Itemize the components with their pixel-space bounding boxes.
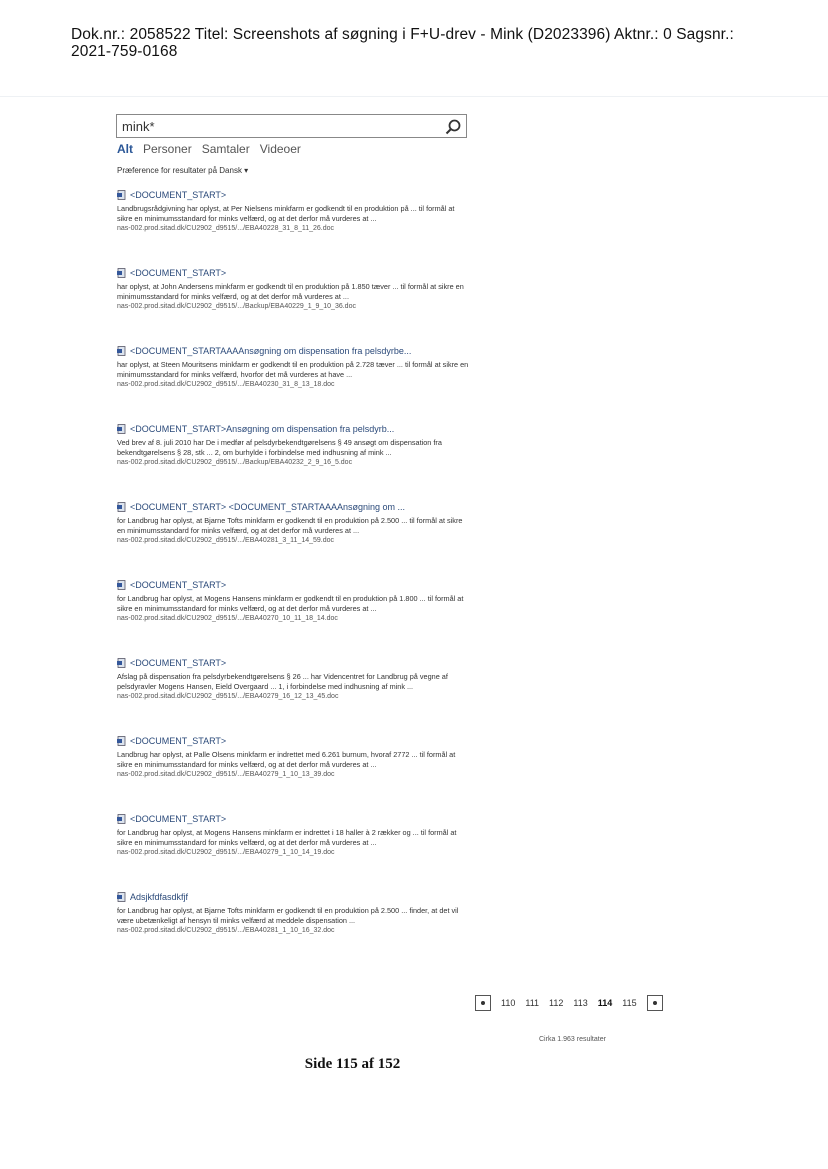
result-title[interactable]: <DOCUMENT_START> <DOCUMENT_STARTAAAAnsøgning om ... bbox=[130, 502, 405, 512]
word-document-icon bbox=[117, 658, 126, 668]
word-document-icon bbox=[117, 190, 126, 200]
search-result bbox=[117, 423, 469, 501]
previous-arrow-icon bbox=[481, 1001, 485, 1005]
result-url: nas-002.prod.sitad.dk/CU2902_d9515/.../EBA40279_1_10_14_19.doc bbox=[117, 849, 335, 857]
search-result bbox=[117, 345, 469, 423]
word-document-icon bbox=[117, 580, 126, 590]
page-link[interactable]: 113 bbox=[573, 998, 588, 1008]
result-title[interactable]: <DOCUMENT_START> bbox=[130, 190, 227, 200]
word-document-icon bbox=[117, 892, 126, 902]
language-preference[interactable]: Præference for resultater på Dansk ▾ bbox=[117, 166, 249, 175]
word-document-icon bbox=[117, 502, 126, 512]
footer-total-pages: 152 bbox=[377, 1056, 401, 1072]
search-result bbox=[117, 267, 469, 345]
word-document-icon bbox=[117, 814, 126, 824]
result-url: nas-002.prod.sitad.dk/CU2902_d9515/.../EBA40230_31_8_13_18.doc bbox=[117, 381, 335, 389]
result-title[interactable]: <DOCUMENT_START> bbox=[130, 736, 227, 746]
search-box bbox=[116, 114, 467, 138]
word-document-icon bbox=[117, 268, 126, 278]
result-snippet: har oplyst, at Steen Mouritsens minkfarm er godkendt til en produktion på 2.728 tæver ... til formål at sikre en minimumsstandard for minks velfærd, hvorfor det må vurderes at have ... bbox=[117, 360, 469, 379]
search-result bbox=[117, 735, 469, 813]
page-link[interactable]: 112 bbox=[549, 998, 564, 1008]
result-snippet: Landbrugsrådgivning har oplyst, at Per Nielsens minkfarm er godkendt til en produktion på ... til formål at sikre en minimumsstandard for minks velfærd, og at det derfor må vurderes at ... bbox=[117, 204, 455, 223]
screenshot-divider bbox=[0, 96, 828, 97]
word-document-icon bbox=[117, 346, 126, 356]
page-link[interactable]: 111 bbox=[525, 998, 540, 1008]
result-snippet: for Landbrug har oplyst, at Mogens Hansens minkfarm er indrettet i 18 haller à 2 rækker og ... til formål at sikre en minimumsstandard for minks velfærd, og at det derfor må vurderes at ... bbox=[117, 828, 457, 847]
result-url: nas-002.prod.sitad.dk/CU2902_d9515/.../EBA40279_16_12_13_45.doc bbox=[117, 693, 339, 701]
result-url: nas-002.prod.sitad.dk/CU2902_d9515/.../EBA40228_31_8_11_26.doc bbox=[117, 225, 335, 233]
result-title[interactable]: <DOCUMENT_START> bbox=[130, 268, 227, 278]
result-title[interactable]: <DOCUMENT_START> bbox=[130, 580, 227, 590]
search-result bbox=[117, 657, 469, 735]
result-title[interactable]: <DOCUMENT_START> bbox=[130, 658, 227, 668]
next-page-button[interactable] bbox=[647, 995, 663, 1011]
result-url: nas-002.prod.sitad.dk/CU2902_d9515/.../Backup/EBA40229_1_9_10_36.doc bbox=[117, 303, 356, 311]
search-tabs bbox=[117, 142, 301, 156]
tab-conversations[interactable]: Samtaler bbox=[201, 142, 250, 156]
result-url: nas-002.prod.sitad.dk/CU2902_d9515/.../EBA40281_1_10_16_32.doc bbox=[117, 927, 335, 935]
page-link[interactable]: 115 bbox=[622, 998, 637, 1008]
pagination bbox=[475, 995, 663, 1011]
search-input[interactable] bbox=[122, 117, 432, 135]
search-result bbox=[117, 813, 469, 891]
tab-all[interactable]: Alt bbox=[117, 142, 133, 156]
result-snippet: for Landbrug har oplyst, at Bjarne Tofts minkfarm er godkendt til en produktion på 2.500 ... til formål at sikre en minimumsstandard for minks velfærd, og at det derfor må vurderes at ... bbox=[117, 516, 463, 535]
footer-prefix: Side bbox=[304, 1056, 333, 1072]
header-line-1: Dok.nr.: 2058522 Titel: Screenshots af søgning i F+U-drev - Mink (D2023396) Aktnr.: 0 Sagsnr.: bbox=[71, 26, 734, 43]
tab-people[interactable]: Personer bbox=[143, 142, 192, 156]
search-icon[interactable] bbox=[444, 118, 462, 136]
document-header bbox=[71, 26, 791, 60]
previous-page-button[interactable] bbox=[475, 995, 491, 1011]
result-snippet: for Landbrug har oplyst, at Bjarne Tofts minkfarm er godkendt til en produktion på 2.500 ... finder, at det vil være ubetænkeligt af hensyn til minks velfærd at meddele dispensation ... bbox=[117, 906, 459, 925]
result-snippet: Afslag på dispensation fra pelsdyrbekendtgørelsens § 26 ... har Videncentret for Landbrug på vegne af pelsdyravler Mogens Hansen, Eield Overgaard ... 1, i forbindelse med indhusning af mink ... bbox=[117, 672, 448, 691]
result-snippet: har oplyst, at John Andersens minkfarm er godkendt til en produktion på 1.850 tæver ... til formål at sikre en minimumsstandard for minks velfærd, og at det derfor må vurderes at ... bbox=[117, 282, 464, 301]
result-title[interactable]: <DOCUMENT_START> bbox=[130, 814, 227, 824]
result-url: nas-002.prod.sitad.dk/CU2902_d9515/.../EBA40281_3_11_14_59.doc bbox=[117, 537, 335, 545]
result-snippet: for Landbrug har oplyst, at Mogens Hansens minkfarm er godkendt til en produktion på 1.800 ... til formål at sikre en minimumsstandard for minks velfærd, og at det derfor må vurderes at ... bbox=[117, 594, 464, 613]
footer-page-number: 115 bbox=[336, 1056, 358, 1072]
word-document-icon bbox=[117, 736, 126, 746]
result-title[interactable]: Adsjkfdfasdkfjf bbox=[130, 892, 189, 902]
result-snippet: Landbrug har oplyst, at Palle Olsens minkfarm er indrettet med 6.261 burnum, hvoraf 2772 ... til formål at sikre en minimumsstandard for minks velfærd, og at det derfor må vurderes at ... bbox=[117, 750, 456, 769]
search-result bbox=[117, 579, 469, 657]
tab-videos[interactable]: Videoer bbox=[259, 142, 301, 156]
header-line-2: 2021-759-0168 bbox=[71, 43, 178, 60]
result-url: nas-002.prod.sitad.dk/CU2902_d9515/.../EBA40270_10_11_18_14.doc bbox=[117, 615, 338, 623]
current-page: 114 bbox=[597, 998, 613, 1008]
word-document-icon bbox=[117, 424, 126, 434]
page-footer bbox=[0, 1056, 705, 1073]
search-result bbox=[117, 189, 469, 267]
result-title[interactable]: <DOCUMENT_STARTAAAAnsøgning om dispensation fra pelsdyrbe... bbox=[130, 346, 412, 356]
result-snippet: Ved brev af 8. juli 2010 har De i medfør af pelsdyrbekendtgørelsens § 49 ansøgt om dispensation fra bekendtgørelsens § 28, stk ... 2, om burhylde i forbindelse med indhusning af mink ... bbox=[117, 438, 442, 457]
search-result bbox=[117, 501, 469, 579]
result-url: nas-002.prod.sitad.dk/CU2902_d9515/.../Backup/EBA40232_2_9_16_5.doc bbox=[117, 459, 353, 467]
results-list bbox=[117, 189, 469, 969]
next-arrow-icon bbox=[653, 1001, 657, 1005]
page-link[interactable]: 110 bbox=[501, 998, 516, 1008]
footer-of: af bbox=[361, 1056, 374, 1072]
result-url: nas-002.prod.sitad.dk/CU2902_d9515/.../EBA40279_1_10_13_39.doc bbox=[117, 771, 335, 779]
result-count: Cirka 1.963 resultater bbox=[539, 1036, 606, 1043]
result-title[interactable]: <DOCUMENT_START>Ansøgning om dispensation fra pelsdyrb... bbox=[130, 424, 395, 434]
search-result bbox=[117, 891, 469, 969]
